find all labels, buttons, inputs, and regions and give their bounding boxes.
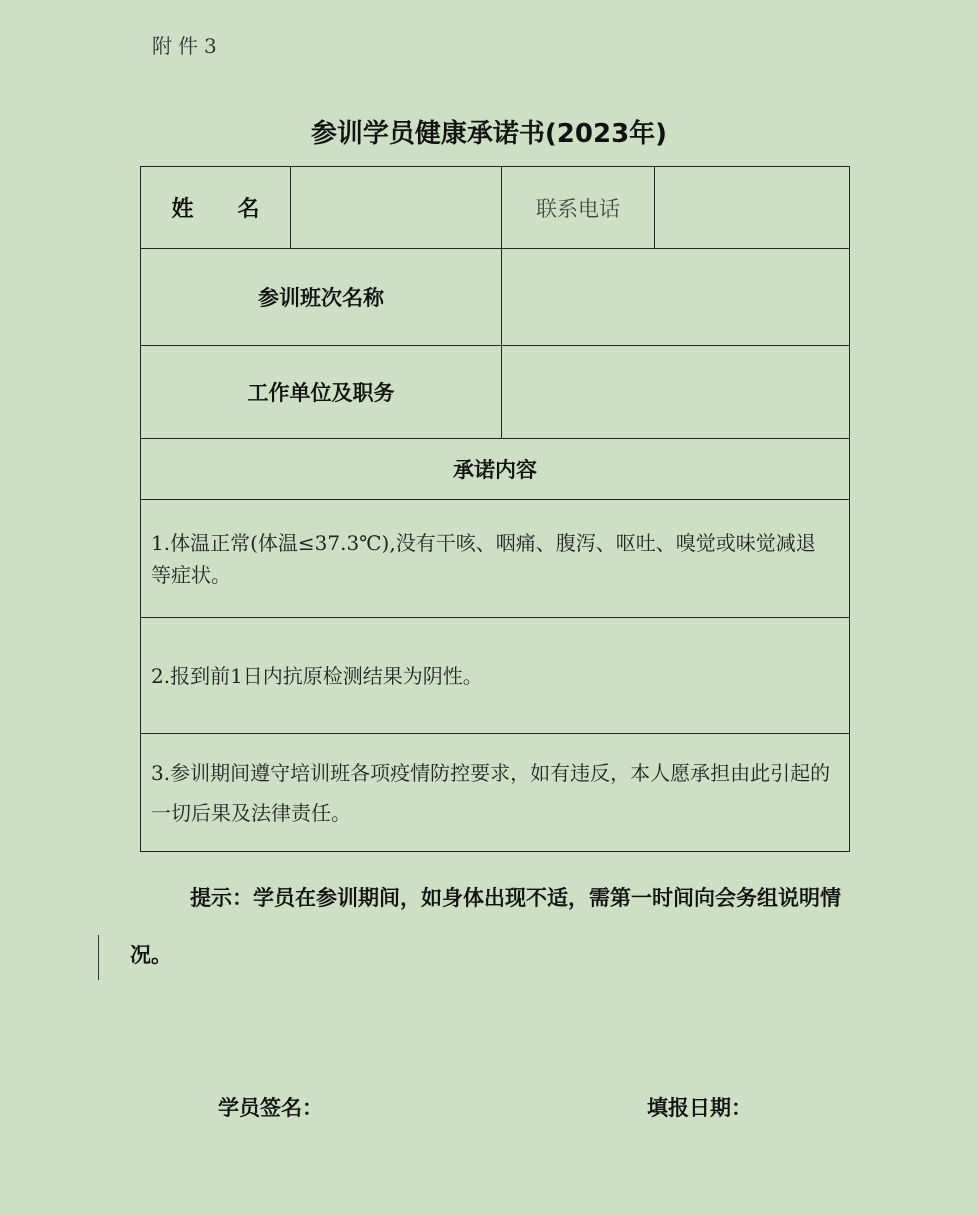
name-phone-row [141,167,850,249]
signature-label: 学员签名： [218,1096,323,1120]
commitment-item-3: 3.参训期间遵守培训班各项疫情防控要求，如有违反，本人愿承担由此引起的一切后果及法律责任。 [141,734,850,852]
org-input-cell[interactable] [502,346,850,439]
commitment-item-row [141,734,850,852]
commitment-item-row [141,500,850,618]
org-row [141,346,850,439]
class-row [141,249,850,346]
name-label-char-2: 名 [237,197,260,222]
name-input-cell[interactable] [291,167,502,249]
name-label-char-1: 姓 [171,197,194,222]
commitment-header-row [141,439,850,500]
commitment-form-table [140,166,850,852]
class-label: 参训班次名称 [141,249,502,346]
class-input-cell[interactable] [502,249,850,346]
phone-label: 联系电话 [502,167,655,249]
date-label: 填报日期： [647,1096,752,1120]
org-label: 工作单位及职务 [141,346,502,439]
commitment-item-2: 2.报到前1日内抗原检测结果为阴性。 [141,618,850,734]
commitment-header: 承诺内容 [141,439,850,500]
commitment-item-1: 1.体温正常(体温≤37.3℃),没有干咳、咽痛、腹泻、呕吐、嗅觉或味觉减退等症状。 [141,500,850,618]
commitment-item-row [141,618,850,734]
document-title: 参训学员健康承诺书(2023年) [310,119,668,149]
name-label-cell [141,167,291,249]
text-cursor [98,935,99,980]
attachment-label: 附件3 [152,34,223,58]
phone-input-cell[interactable] [655,167,850,249]
tip-text: 提示：学员在参训期间，如身体出现不适，需第一时间向会务组说明情况。 [130,886,841,967]
